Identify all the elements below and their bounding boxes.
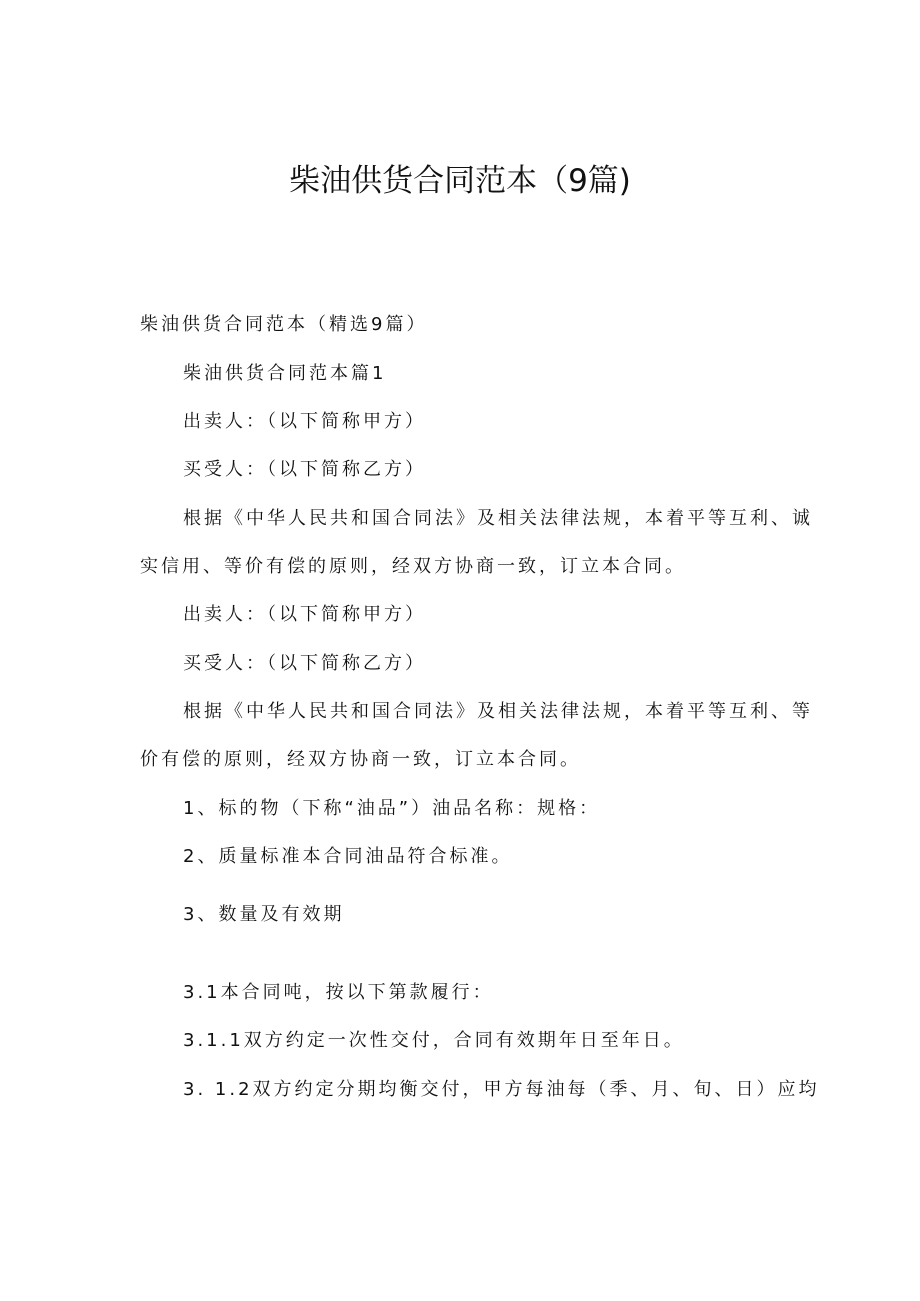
paragraph: 买受人：（以下简称乙方） — [183, 459, 426, 480]
clause-3-1: 3.1本合同吨，按以下第款履行： — [183, 982, 494, 1003]
section-heading: 柴油供货合同范本篇1 — [183, 363, 387, 384]
clause-2: 2、质量标准本合同油品符合标准。 — [183, 846, 513, 867]
clause-3-1-2: 3. 1.2双方约定分期均衡交付，甲方每油每（季、月、旬、日）应均 — [183, 1079, 820, 1100]
paragraph-continuation: 实信用、等价有偿的原则，经双方协商一致，订立本合同。 — [140, 556, 686, 577]
clause-3-1-1: 3.1.1双方约定一次性交付，合同有效期年日至年日。 — [183, 1030, 685, 1051]
paragraph-continuation: 价有偿的原则，经双方协商一致，订立本合同。 — [140, 749, 581, 770]
clause-1: 1、标的物（下称“油品”）油品名称：规格： — [183, 798, 601, 819]
paragraph: 根据《中华人民共和国合同法》及相关法律法规，本着平等互利、诚 — [183, 508, 813, 529]
document-title: 柴油供货合同范本（9篇) — [289, 163, 631, 199]
paragraph: 买受人：（以下简称乙方） — [183, 653, 426, 674]
paragraph: 出卖人：（以下简称甲方） — [183, 411, 426, 432]
paragraph: 根据《中华人民共和国合同法》及相关法律法规，本着平等互利、等 — [183, 701, 813, 722]
paragraph: 出卖人：（以下简称甲方） — [183, 604, 426, 625]
document-subtitle: 柴油供货合同范本（精选9篇） — [140, 314, 428, 335]
clause-3: 3、数量及有效期 — [183, 904, 345, 925]
